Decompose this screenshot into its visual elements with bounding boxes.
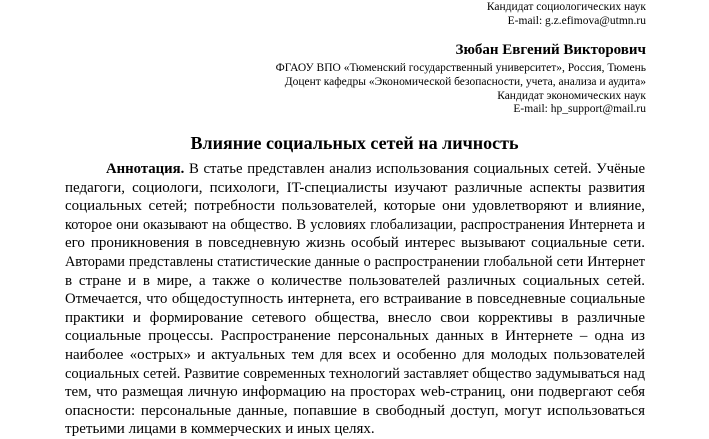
abstract-line-text: В статье представлен анализ использования социальных сетей. Учёные [188,161,646,177]
abstract-line: практики и формирование сетевого общества, внесло свои коррективы в различные [65,309,645,326]
author2-degree: Кандидат экономических наук [497,90,646,102]
abstract-line: наиболее «острых» и актуальных тем для всех и особенно для молодых пользователей [65,346,645,363]
abstract-line: опасности: персональные данные, попавшие в свободный доступ, могут использоваться [65,402,645,419]
abstract-line: тем, что размещая личную информацию на просторах web-страниц, они подвергают себя [65,384,645,401]
abstract-line: третьими лицами в коммерческих и иных целях. [65,421,375,438]
abstract-line: социальных сетей; потребности пользователей, которые они удовлетворяют и влияние, [65,198,645,215]
abstract-line: педагоги, социологи, психологи, IT-специалисты изучают различные аспекты развития [65,179,645,196]
abstract-line: которое они оказывают на общество. В условиях глобализации, распространения Интернета и [65,216,645,233]
abstract-line: Отмечается, что общедоступность интернета, его встраивание в повседневные социальные [65,291,645,308]
author2-affiliation: ФГАОУ ВПО «Тюменский государственный университет», Россия, Тюмень [275,62,646,74]
abstract-line: социальные процессы. Распространение персональных данных в Интернете – одна из [65,328,645,345]
author1-email: E-mail: g.z.efimova@utmn.ru [507,15,646,27]
abstract-line: в стране и в мире, а также о количестве пользователей различных социальных сетей. [65,272,645,289]
author2-position: Доцент кафедры «Экономической безопасности, учета, анализа и аудита» [284,76,646,88]
abstract-label: Аннотация. [106,161,185,177]
author2-name: Зюбан Евгений Викторович [455,42,646,58]
abstract-line: социальных сетей. Развитие современных технологий заставляет общество задумываться над [65,365,645,382]
author2-email: E-mail: hp_support@mail.ru [513,103,646,115]
author1-degree: Кандидат социологических наук [486,1,646,13]
abstract-line: его проникновения в повседневную жизнь особый интерес вызывают социальные сети. [65,235,645,252]
abstract-line: Авторами представлены статистические данные о распространении глобальной сети Интернет [65,253,645,270]
abstract-line [65,160,645,179]
article-title: Влияние социальных сетей на личность [190,133,519,153]
abstract-body [65,160,645,439]
